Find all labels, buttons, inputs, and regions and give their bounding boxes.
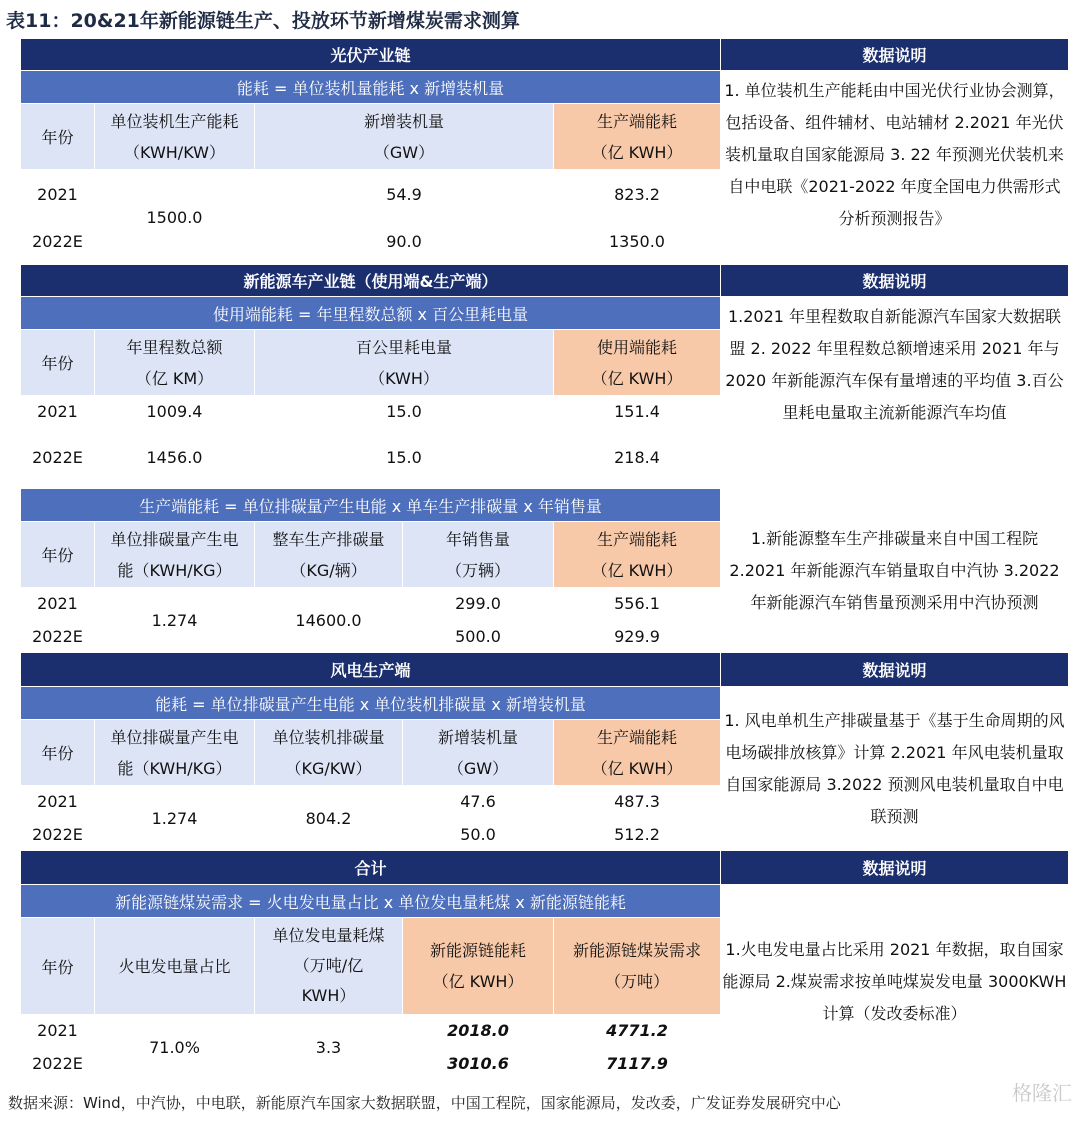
ev-use-row-2022-mileage: 1456.0 — [95, 427, 255, 489]
wind-col-new-capacity: 新增装机量 （GW） — [403, 720, 554, 786]
wind-col-energy: 生产端能耗 （亿 KWH） — [554, 720, 721, 786]
ev-header: 新能源车产业链（使用端&生产端） — [21, 265, 721, 297]
pv-header: 光伏产业链 — [21, 39, 721, 71]
ev-prod-row-2022-year: 2022E — [21, 620, 95, 653]
wind-merged-unit-energy: 1.274 — [95, 786, 255, 851]
total-col-coal-demand: 新能源链煤炭需求 （万吨） — [554, 918, 721, 1015]
ev-use-row-2022-consumption: 15.0 — [255, 427, 554, 489]
wind-row-2022-year: 2022E — [21, 818, 95, 851]
ev-use-row-2021-consumption: 15.0 — [255, 396, 554, 427]
pv-notes-header: 数据说明 — [721, 39, 1069, 71]
pv-col-new-capacity: 新增装机量 （GW） — [255, 104, 554, 170]
wind-row-2021-capacity: 47.6 — [403, 786, 554, 818]
wind-row-2021-energy: 487.3 — [554, 786, 721, 818]
ev-use-col-year: 年份 — [21, 330, 95, 396]
wind-row-2022-capacity: 50.0 — [403, 818, 554, 851]
pv-notes: 1. 单位装机生产能耗由中国光伏行业协会测算，包括设备、组件辅材、电站辅材 2.2021 年光伏装机量取自国家能源局 3. 22 年预测光伏装机来自中电联《2021-2022 年度全国电力供需形式分析预测报告》 — [721, 71, 1069, 265]
ev-use-row-2022-year: 2022E — [21, 427, 95, 489]
total-col-year: 年份 — [21, 918, 95, 1015]
watermark-logo: 格隆汇 — [1012, 1081, 1072, 1105]
ev-prod-row-2022-energy: 929.9 — [554, 620, 721, 653]
ev-prod-merged-unit-energy: 1.274 — [95, 588, 255, 653]
coal-demand-table — [20, 38, 1069, 1080]
total-col-chain-energy: 新能源链能耗 （亿 KWH） — [403, 918, 554, 1015]
ev-prod-row-2021-year: 2021 — [21, 588, 95, 620]
total-row-2021-energy: 2018.0 — [403, 1015, 554, 1047]
ev-prod-col-unit-energy: 单位排碳量产生电 能（KWH/KG） — [95, 522, 255, 588]
pv-col-unit-energy: 单位装机生产能耗 （KWH/KW） — [95, 104, 255, 170]
pv-row-2022-energy: 1350.0 — [554, 219, 721, 265]
ev-use-row-2021-energy: 151.4 — [554, 396, 721, 427]
pv-col-year: 年份 — [21, 104, 95, 170]
total-merged-coal-per-kwh: 3.3 — [255, 1015, 403, 1080]
wind-col-year: 年份 — [21, 720, 95, 786]
total-row-2022-coal: 7117.9 — [554, 1047, 721, 1080]
ev-prod-merged-vehicle-carbon: 14600.0 — [255, 588, 403, 653]
ev-use-notes: 1.2021 年里程数取自新能源汽车国家大数据联盟 2. 2022 年里程数总额增速采用 2021 年与 2020 年新能源汽车保有量增速的平均值 3.百公里耗电量取主流新能源汽车均值 — [721, 297, 1069, 489]
wind-col-unit-carbon: 单位装机排碳量 （KG/KW） — [255, 720, 403, 786]
ev-use-row-2021-mileage: 1009.4 — [95, 396, 255, 427]
wind-merged-unit-carbon: 804.2 — [255, 786, 403, 851]
total-merged-thermal-share: 71.0% — [95, 1015, 255, 1080]
wind-notes: 1. 风电单机生产排碳量基于《基于生命周期的风电场碳排放核算》计算 2.2021 年风电装机量取自国家能源局 3.2022 预测风电装机量取自中电联预测 — [721, 687, 1069, 851]
total-row-2022-energy: 3010.6 — [403, 1047, 554, 1080]
pv-merged-unit-energy: 1500.0 — [95, 170, 255, 265]
ev-prod-row-2021-energy: 556.1 — [554, 588, 721, 620]
pv-row-2021-capacity: 54.9 — [255, 170, 554, 219]
total-row-2022-year: 2022E — [21, 1047, 95, 1080]
wind-col-unit-energy: 单位排碳量产生电 能（KWH/KG） — [95, 720, 255, 786]
wind-row-2021-year: 2021 — [21, 786, 95, 818]
total-col-thermal-share: 火电发电量占比 — [95, 918, 255, 1015]
total-header: 合计 — [21, 851, 721, 885]
wind-row-2022-energy: 512.2 — [554, 818, 721, 851]
total-notes: 1.火电发电量占比采用 2021 年数据，取自国家能源局 2.煤炭需求按单吨煤炭发电量 3000KWH 计算（发改委标准） — [721, 885, 1069, 1080]
total-formula: 新能源链煤炭需求 = 火电发电量占比 x 单位发电量耗煤 x 新能源链能耗 — [21, 885, 721, 918]
total-notes-header: 数据说明 — [721, 851, 1069, 885]
data-source: 数据来源：Wind，中汽协，中电联，新能原汽车国家大数据联盟，中国工程院，国家能源局，发改委，广发证券发展研究中心 — [8, 1094, 841, 1112]
pv-row-2022-capacity: 90.0 — [255, 219, 554, 265]
wind-header: 风电生产端 — [21, 653, 721, 687]
pv-formula: 能耗 = 单位装机量能耗 x 新增装机量 — [21, 71, 721, 104]
pv-row-2021-energy: 823.2 — [554, 170, 721, 219]
table-title: 表11：20&21年新能源链生产、投放环节新增煤炭需求测算 — [6, 10, 520, 32]
ev-prod-notes: 1.新能源整车生产排碳量来自中国工程院 2.2021 年新能源汽车销量取自中汽协 3.2022 年新能源汽车销售量预测采用中汽协预测 — [721, 489, 1069, 653]
ev-use-col-energy: 使用端能耗 （亿 KWH） — [554, 330, 721, 396]
ev-prod-col-energy: 生产端能耗 （亿 KWH） — [554, 522, 721, 588]
total-col-coal-per-kwh: 单位发电量耗煤 （万吨/亿 KWH） — [255, 918, 403, 1015]
ev-prod-row-2021-sales: 299.0 — [403, 588, 554, 620]
ev-prod-col-vehicle-carbon: 整车生产排碳量 （KG/辆） — [255, 522, 403, 588]
ev-notes-header: 数据说明 — [721, 265, 1069, 297]
pv-row-2021-year: 2021 — [21, 170, 95, 219]
ev-prod-col-year: 年份 — [21, 522, 95, 588]
total-row-2021-coal: 4771.2 — [554, 1015, 721, 1047]
wind-formula: 能耗 = 单位排碳量产生电能 x 单位装机排碳量 x 新增装机量 — [21, 687, 721, 720]
ev-use-row-2022-energy: 218.4 — [554, 427, 721, 489]
ev-prod-col-sales: 年销售量 （万辆） — [403, 522, 554, 588]
ev-use-col-mileage: 年里程数总额 （亿 KM） — [95, 330, 255, 396]
ev-prod-row-2022-sales: 500.0 — [403, 620, 554, 653]
ev-prod-formula: 生产端能耗 = 单位排碳量产生电能 x 单车生产排碳量 x 年销售量 — [21, 489, 721, 522]
total-row-2021-year: 2021 — [21, 1015, 95, 1047]
ev-use-row-2021-year: 2021 — [21, 396, 95, 427]
pv-row-2022-year: 2022E — [21, 219, 95, 265]
ev-use-col-consumption: 百公里耗电量 （KWH） — [255, 330, 554, 396]
ev-use-formula: 使用端能耗 = 年里程数总额 x 百公里耗电量 — [21, 297, 721, 330]
pv-col-production-energy: 生产端能耗 （亿 KWH） — [554, 104, 721, 170]
wind-notes-header: 数据说明 — [721, 653, 1069, 687]
